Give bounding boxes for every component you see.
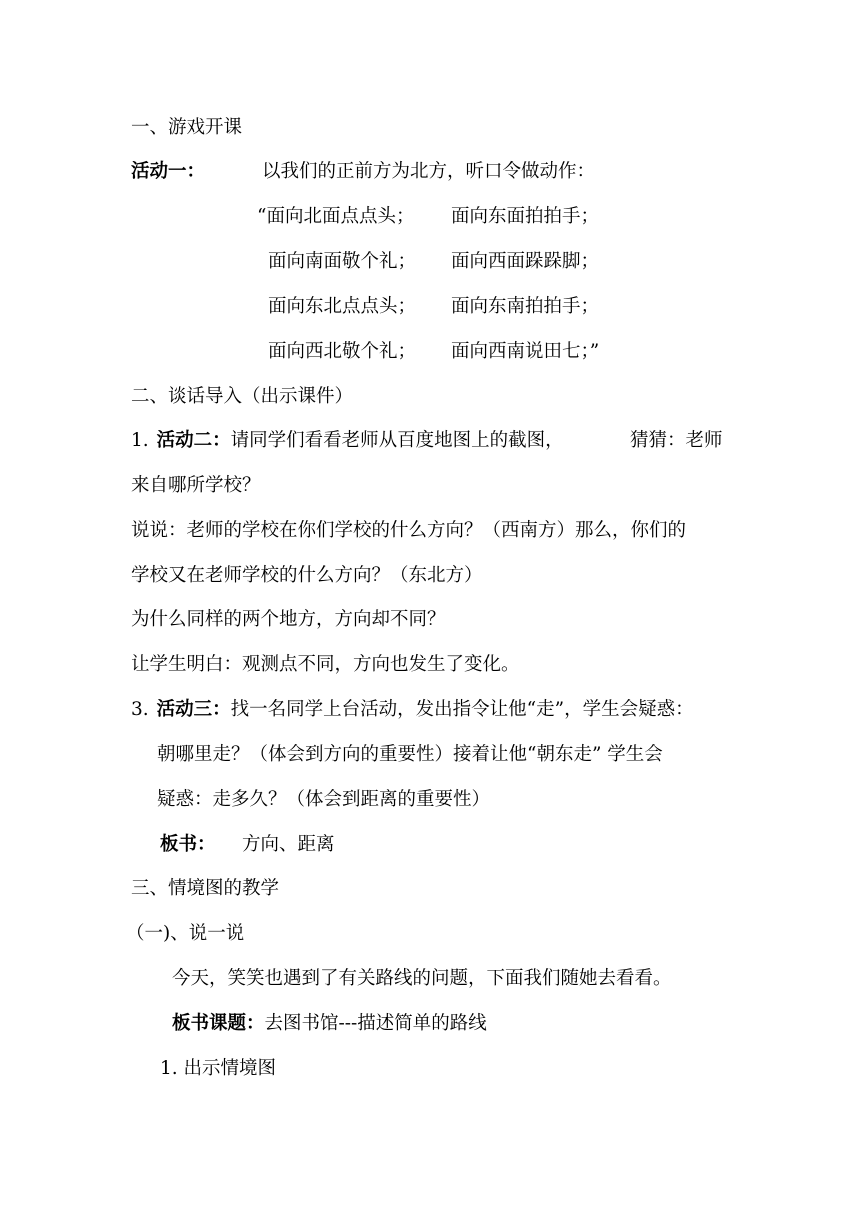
board-label: 板书： xyxy=(160,834,216,855)
command-left-2: 面向南面敬个礼； xyxy=(268,251,417,272)
say-line-2: 学校又在老师学校的什么方向？（东北方） xyxy=(131,565,483,586)
command-left-1: “面向北面点点头； xyxy=(257,206,415,227)
step-1: 1. 出示情境图 xyxy=(160,1058,277,1079)
section-2-heading: 二、谈话导入（出示课件） xyxy=(131,386,354,407)
activity-3-text: 找一名同学上台活动，发出指令让他“走”，学生会疑惑： xyxy=(230,699,694,720)
intro-paragraph: 今天，笑笑也遇到了有关路线的问题，下面我们随她去看看。 xyxy=(172,968,672,989)
understanding-note: 让学生明白：观测点不同，方向也发生了变化。 xyxy=(131,654,520,675)
activity-3-label: 活动三： xyxy=(156,699,231,720)
say-line-1: 说说：老师的学校在你们学校的什么方向？（西南方）那么，你们的 xyxy=(131,520,687,541)
activity-2-line xyxy=(131,428,564,454)
board-text: 方向、距离 xyxy=(242,834,335,855)
command-left-3: 面向东北点点头； xyxy=(268,296,417,317)
section-1-heading: 一、游戏开课 xyxy=(131,117,243,138)
command-left-4: 面向西北敬个礼； xyxy=(268,341,417,362)
item-1-number: 1. xyxy=(131,430,149,451)
lesson-title-line xyxy=(172,1011,487,1037)
activity-3-line-3: 疑惑：走多久？（体会到距离的重要性） xyxy=(157,789,491,810)
activity-1-label: 活动一： xyxy=(131,161,206,182)
activity-2-label: 活动二： xyxy=(156,430,231,451)
lesson-title-label: 板书课题： xyxy=(172,1013,265,1034)
item-3-number: 3. xyxy=(131,699,149,720)
command-right-3: 面向东南拍拍手； xyxy=(451,296,600,317)
activity-2-text: 请同学们看看老师从百度地图上的截图， xyxy=(230,430,564,451)
activity-3-line-2: 朝哪里走？（体会到方向的重要性）接着让他“朝东走” 学生会 xyxy=(157,744,663,765)
subsection-1-heading: （一)、说一说 xyxy=(126,923,245,944)
board-line xyxy=(160,832,216,858)
lesson-title-text: 去图书馆---描述简单的路线 xyxy=(264,1013,487,1034)
activity-2-guess: 猜猜：老师 xyxy=(630,430,723,451)
section-3-heading: 三、情境图的教学 xyxy=(131,878,280,899)
activity-2-continuation: 来自哪所学校？ xyxy=(131,475,261,496)
command-right-1: 面向东面拍拍手； xyxy=(451,206,600,227)
command-right-2: 面向西面跺跺脚； xyxy=(451,251,600,272)
activity-3-line-1 xyxy=(131,697,694,723)
command-right-4: 面向西南说田七；” xyxy=(451,341,600,362)
activity-1-text: 以我们的正前方为北方，听口令做动作： xyxy=(262,161,596,182)
why-question: 为什么同样的两个地方，方向却不同？ xyxy=(131,609,446,630)
activity-1-line xyxy=(131,159,205,185)
